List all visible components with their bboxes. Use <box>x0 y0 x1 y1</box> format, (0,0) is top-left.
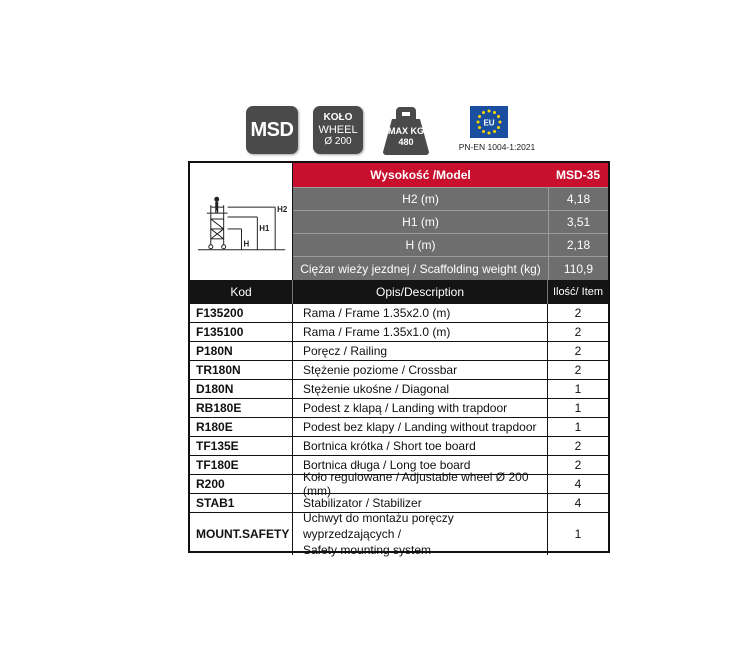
table-row <box>190 380 608 399</box>
item-quantity: 1 <box>574 401 582 415</box>
item-description: Koło regulowane / Adjustable wheel Ø 200 (mm) <box>293 475 548 493</box>
item-code: MOUNT.SAFETY <box>190 513 293 555</box>
model-badge-label: MSD <box>250 118 294 141</box>
wheel-badge-line1: KOŁO <box>323 112 353 123</box>
item-description: Stężenie poziome / Crossbar <box>293 361 548 379</box>
item-description: Podest z klapą / Landing with trapdoor <box>293 399 548 417</box>
item-quantity: 2 <box>574 344 582 358</box>
table-row <box>190 361 608 380</box>
weight-badge <box>380 104 432 156</box>
spec-label-h: H (m) <box>293 233 548 256</box>
eu-mark: EU <box>483 118 495 128</box>
item-quantity: 2 <box>574 325 582 339</box>
height-model-label: Wysokość /Model <box>293 163 548 187</box>
spec-value-h1: 3,51 <box>548 210 608 233</box>
spec-value-weight: 110,9 <box>548 256 608 280</box>
item-code: R180E <box>190 418 293 436</box>
item-quantity: 1 <box>574 382 582 396</box>
spec-value-h: 2,18 <box>548 233 608 256</box>
weight-badge-line1: MAX KG <box>388 126 424 136</box>
table-row <box>190 399 608 418</box>
spec-label-weight: Ciężar wieży jezdnej / Scaffolding weight (kg) <box>293 256 548 280</box>
spec-label-h2: H2 (m) <box>293 187 548 210</box>
drawing-label-h1: H1 <box>259 223 270 233</box>
item-quantity: 2 <box>574 306 582 320</box>
item-code: RB180E <box>190 399 293 417</box>
column-header-quantity: Ilość/ Item <box>548 280 608 304</box>
spec-value-h2: 4,18 <box>548 187 608 210</box>
item-description: Bortnica krótka / Short toe board <box>293 437 548 455</box>
item-description: Rama / Frame 1.35x2.0 (m) <box>293 304 548 322</box>
table-row <box>190 323 608 342</box>
item-code: TF180E <box>190 456 293 474</box>
column-header-description: Opis/Description <box>293 280 548 304</box>
wheel-badge <box>313 106 363 154</box>
item-description: Uchwyt do montażu poręczy wyprzedzających / Safety mounting system <box>293 513 548 555</box>
scaffold-drawing <box>190 163 293 280</box>
item-description: Podest bez klapy / Landing without trapdoor <box>293 418 548 436</box>
column-header-code: Kod <box>190 280 293 304</box>
item-code: TF135E <box>190 437 293 455</box>
item-quantity: 4 <box>574 496 582 510</box>
item-code: TR180N <box>190 361 293 379</box>
item-quantity: 1 <box>574 420 582 434</box>
table-row <box>190 304 608 323</box>
item-code: F135100 <box>190 323 293 341</box>
table-row <box>190 470 608 498</box>
item-quantity: 2 <box>574 363 582 377</box>
item-description: Rama / Frame 1.35x1.0 (m) <box>293 323 548 341</box>
item-quantity: 2 <box>574 458 582 472</box>
spec-label-h1: H1 (m) <box>293 210 548 233</box>
wheel-badge-line3: Ø 200 <box>324 136 352 147</box>
item-description: Stężenie ukośne / Diagonal <box>293 380 548 398</box>
item-quantity: 2 <box>574 439 582 453</box>
table-row <box>190 342 608 361</box>
standard-label: PN-EN 1004-1:2021 <box>458 142 536 152</box>
item-code: P180N <box>190 342 293 360</box>
item-quantity: 4 <box>574 477 582 491</box>
table-row <box>190 513 608 555</box>
item-code: R200 <box>190 475 293 493</box>
item-code: D180N <box>190 380 293 398</box>
eu-flag-icon <box>470 106 508 138</box>
drawing-label-h2: H2 <box>277 205 288 215</box>
weight-badge-line2: 480 <box>398 137 414 147</box>
wheel-badge-line2: WHEEL <box>318 124 358 136</box>
drawing-label-h: H <box>243 239 250 249</box>
item-quantity: 1 <box>574 527 582 541</box>
item-description: Stabilizator / Stabilizer <box>293 494 548 512</box>
items-list <box>190 304 608 555</box>
table-row <box>190 418 608 437</box>
model-badge <box>246 106 298 154</box>
item-code: STAB1 <box>190 494 293 512</box>
item-description: Bortnica długa / Long toe board <box>293 456 548 474</box>
spec-table <box>188 161 610 557</box>
item-description: Poręcz / Railing <box>293 342 548 360</box>
item-code: F135200 <box>190 304 293 322</box>
table-row <box>190 437 608 456</box>
model-value: MSD-35 <box>548 163 608 187</box>
